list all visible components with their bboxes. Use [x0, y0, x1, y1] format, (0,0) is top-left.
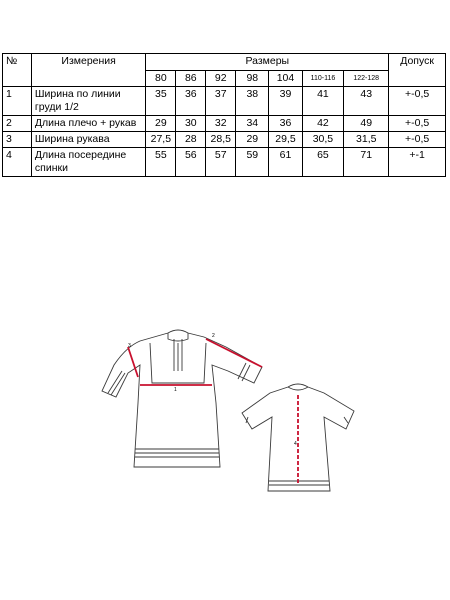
- garment-diagram: [100, 325, 390, 500]
- size-header: 80: [146, 71, 176, 87]
- row-value: 43: [344, 87, 389, 116]
- header-sizes: Размеры: [146, 54, 389, 71]
- header-tolerance: Допуск: [389, 54, 446, 87]
- table-row: [3, 148, 446, 177]
- row-value: 32: [206, 116, 236, 132]
- measurement-lines: [128, 339, 298, 485]
- header-measure: Измерения: [31, 54, 145, 87]
- row-value: 57: [206, 148, 236, 177]
- row-value: 65: [302, 148, 344, 177]
- measure-label-1: 1: [174, 387, 177, 393]
- back-hem-stripes: [269, 481, 329, 485]
- row-value: 59: [236, 148, 269, 177]
- row-label: Ширина по линии груди 1/2: [31, 87, 145, 116]
- row-value: 29,5: [269, 132, 302, 148]
- row-value: 38: [236, 87, 269, 116]
- row-value: 29: [146, 116, 176, 132]
- row-label: Длина посередине спинки: [31, 148, 145, 177]
- row-value: 35: [146, 87, 176, 116]
- row-label: Ширина рукава: [31, 132, 145, 148]
- back-collar: [288, 387, 308, 390]
- row-value: 28,5: [206, 132, 236, 148]
- row-label: Длина плечо + рукав: [31, 116, 145, 132]
- front-collar: [168, 333, 188, 341]
- row-value: 37: [206, 87, 236, 116]
- row-tolerance: +-0,5: [389, 87, 446, 116]
- table-row: [3, 116, 446, 132]
- size-header: 86: [176, 71, 206, 87]
- row-tolerance: +-0,5: [389, 116, 446, 132]
- row-value: 31,5: [344, 132, 389, 148]
- size-header: 98: [236, 71, 269, 87]
- front-hem-stripes: [135, 449, 219, 457]
- row-value: 34: [236, 116, 269, 132]
- row-value: 61: [269, 148, 302, 177]
- row-number: 4: [3, 148, 32, 177]
- row-value: 55: [146, 148, 176, 177]
- measure-label-2: 2: [212, 333, 215, 339]
- row-value: 36: [176, 87, 206, 116]
- row-value: 39: [269, 87, 302, 116]
- row-value: 36: [269, 116, 302, 132]
- row-number: 1: [3, 87, 32, 116]
- row-tolerance: +-0,5: [389, 132, 446, 148]
- row-value: 30: [176, 116, 206, 132]
- front-view: [102, 330, 262, 467]
- header-no: №: [3, 54, 32, 87]
- size-table: [2, 53, 446, 177]
- size-header: 110-116: [302, 71, 344, 87]
- size-header: 104: [269, 71, 302, 87]
- row-value: 29: [236, 132, 269, 148]
- size-header: 122-128: [344, 71, 389, 87]
- row-number: 2: [3, 116, 32, 132]
- row-value: 30,5: [302, 132, 344, 148]
- row-value: 56: [176, 148, 206, 177]
- row-value: 28: [176, 132, 206, 148]
- table-row: [3, 87, 446, 116]
- measure-line-2: [206, 339, 262, 367]
- row-value: 41: [302, 87, 344, 116]
- row-value: 27,5: [146, 132, 176, 148]
- front-cuff-stripes: [108, 363, 250, 395]
- row-value: 42: [302, 116, 344, 132]
- front-placket: [174, 339, 182, 371]
- row-value: 71: [344, 148, 389, 177]
- row-value: 49: [344, 116, 389, 132]
- dress-flat-sketch: [100, 325, 390, 500]
- measure-label-4: 4: [294, 441, 297, 447]
- row-number: 3: [3, 132, 32, 148]
- row-tolerance: +-1: [389, 148, 446, 177]
- size-header: 92: [206, 71, 236, 87]
- table-row: [3, 132, 446, 148]
- measure-label-3: 3: [128, 343, 131, 349]
